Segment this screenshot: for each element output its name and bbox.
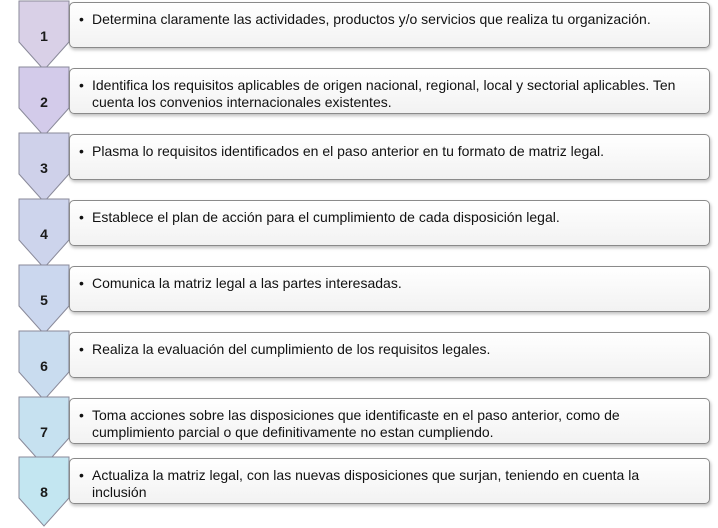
step-number: 5 xyxy=(40,292,48,308)
bullet-icon: • xyxy=(79,275,84,291)
step-description: Toma acciones sobre las disposiciones que identificaste en el paso anterior, como de cumplimiento parcial o que definitivamente no estan cumpliendo. xyxy=(92,407,620,440)
bullet-icon: • xyxy=(79,407,84,423)
step-number: 7 xyxy=(40,424,48,440)
process-step xyxy=(0,132,718,192)
step-text-box xyxy=(69,266,710,312)
step-number: 4 xyxy=(40,226,48,242)
step-description: Establece el plan de acción para el cumplimiento de cada disposición legal. xyxy=(92,209,560,225)
step-description: Plasma lo requisitos identificados en el paso anterior en tu formato de matriz legal. xyxy=(92,143,605,159)
step-text-box xyxy=(69,134,710,180)
bullet-icon: • xyxy=(79,77,84,93)
bullet-icon: • xyxy=(79,209,84,225)
step-number: 2 xyxy=(40,94,48,110)
process-step xyxy=(0,396,718,456)
step-number: 1 xyxy=(40,28,48,44)
step-description: Actualiza la matriz legal, con las nuevas disposiciones que surjan, teniendo en cuenta la inclusión xyxy=(92,467,640,500)
process-step xyxy=(0,0,718,60)
process-step xyxy=(0,330,718,390)
step-description: Identifica los requisitos aplicables de origen nacional, regional, local y sectorial aplicables. Ten cuenta los convenios internacionales existentes. xyxy=(92,77,676,110)
step-description: Realiza la evaluación del cumplimiento de los requisitos legales. xyxy=(92,341,491,357)
step-text-box xyxy=(69,332,710,378)
bullet-icon: • xyxy=(79,11,84,27)
step-description: Determina claramente las actividades, productos y/o servicios que realiza tu organización. xyxy=(92,11,651,27)
step-number: 6 xyxy=(40,358,48,374)
step-text-box xyxy=(69,200,710,246)
step-text-box xyxy=(69,458,710,504)
bullet-icon: • xyxy=(79,341,84,357)
step-number: 8 xyxy=(40,484,48,500)
step-number: 3 xyxy=(40,160,48,176)
step-text-box xyxy=(69,68,710,114)
bullet-icon: • xyxy=(79,143,84,159)
step-text-box xyxy=(69,2,710,48)
bullet-icon: • xyxy=(79,467,84,483)
process-step xyxy=(0,456,718,516)
process-step xyxy=(0,66,718,126)
process-step xyxy=(0,264,718,324)
step-description: Comunica la matriz legal a las partes interesadas. xyxy=(92,275,402,291)
process-step xyxy=(0,198,718,258)
step-text-box xyxy=(69,398,710,444)
